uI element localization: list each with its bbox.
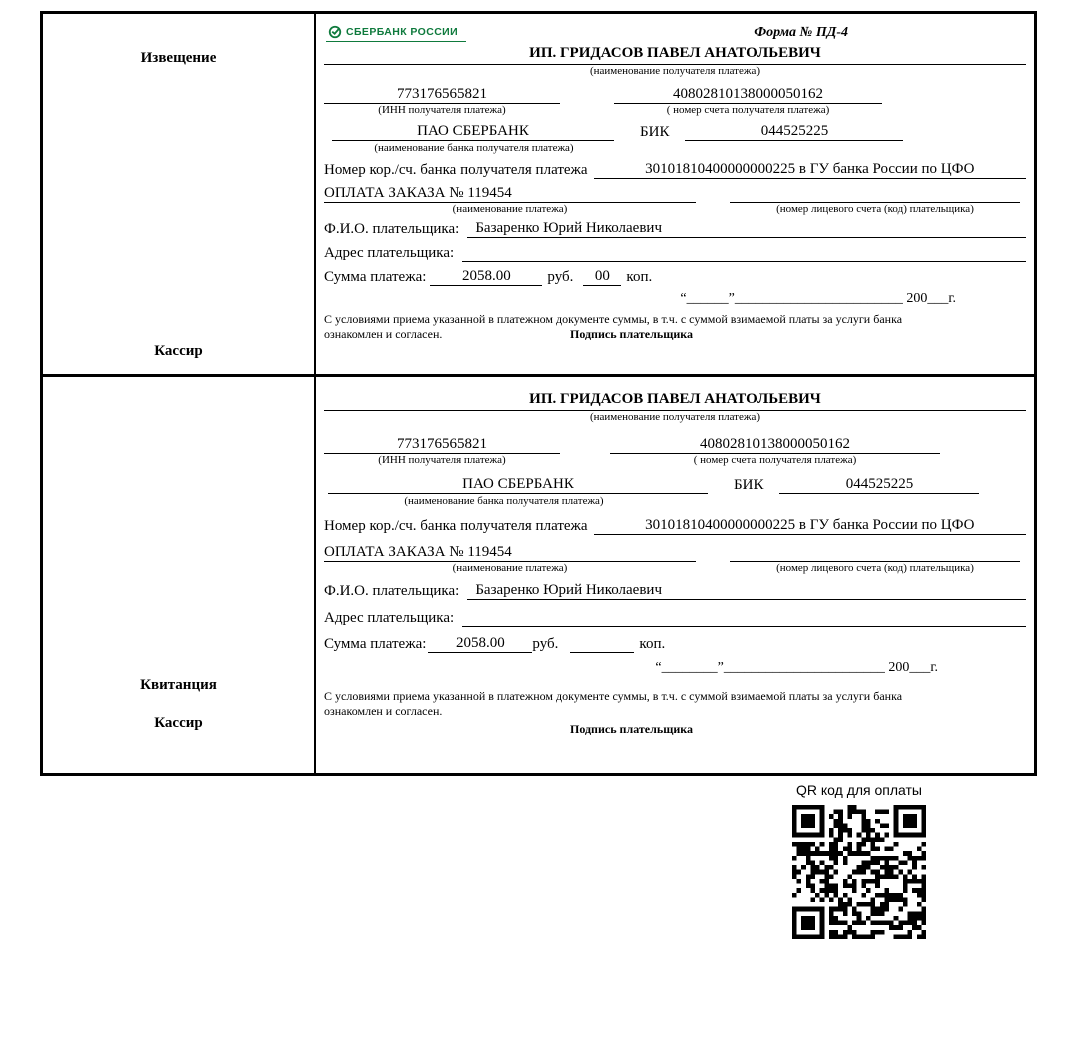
payer-name-value: Базаренко Юрий Николаевич bbox=[467, 582, 1026, 600]
purpose-caption: (наименование платежа) bbox=[452, 203, 568, 215]
agreement-text: С условиями приема указанной в платежном документе суммы, в т.ч. с суммой взимаемой платы за услуги банка ознакомлен и согласен. bbox=[324, 689, 903, 718]
payer-row bbox=[324, 220, 1026, 238]
account-value: 40802810138000050162 bbox=[610, 436, 940, 454]
qr-caption: QR код для оплаты bbox=[795, 782, 922, 798]
bank-row bbox=[324, 476, 1026, 494]
inn-value: 773176565821 bbox=[324, 86, 560, 104]
amount-value: 2058.00 bbox=[428, 635, 532, 653]
kop-unit: коп. bbox=[639, 636, 666, 652]
signature-label: Подпись плательщика bbox=[570, 722, 693, 736]
purpose-caption: (наименование платежа) bbox=[452, 562, 568, 574]
inn-value: 773176565821 bbox=[324, 436, 560, 454]
recipient-caption: (наименование получателя платежа) bbox=[589, 411, 761, 423]
recipient-caption: (наименование получателя платежа) bbox=[589, 65, 761, 77]
account-caption: ( номер счета получателя платежа) bbox=[693, 454, 857, 466]
receipt-left-column bbox=[43, 377, 316, 773]
payer-address-blank bbox=[462, 609, 1026, 627]
qr-code bbox=[792, 805, 926, 939]
personal-account-caption: (номер лицевого счета (код) плательщика) bbox=[776, 203, 974, 215]
purpose-captions bbox=[324, 562, 1026, 575]
bank-caption: (наименование банка получателя платежа) bbox=[404, 495, 604, 507]
payment-purpose: ОПЛАТА ЗАКАЗА № 119454 bbox=[324, 544, 696, 562]
amount-label: Сумма платежа: bbox=[324, 269, 427, 285]
inn-account-captions bbox=[324, 104, 1026, 117]
qr-code-image bbox=[792, 805, 926, 939]
corr-account-value: 30101810400000000225 в ГУ банка России по ЦФО bbox=[594, 161, 1026, 179]
sberbank-logo-text: СБЕРБАНК РОССИИ bbox=[346, 25, 459, 38]
receipt-section bbox=[43, 377, 1034, 773]
address-row bbox=[324, 609, 1026, 627]
payer-name-label: Ф.И.О. плательщика: bbox=[324, 583, 460, 599]
payer-address-label: Адрес плательщика: bbox=[324, 610, 455, 626]
payment-purpose: ОПЛАТА ЗАКАЗА № 119454 bbox=[324, 185, 696, 203]
inn-account-row bbox=[324, 436, 1026, 454]
bik-label: БИК bbox=[734, 477, 764, 493]
payer-name-label: Ф.И.О. плательщика: bbox=[324, 221, 460, 237]
form-number: Форма № ПД-4 bbox=[754, 25, 848, 40]
personal-account-blank bbox=[730, 185, 1020, 203]
purpose-row bbox=[324, 544, 1026, 562]
rub-unit: руб. bbox=[532, 636, 559, 652]
kop-unit: коп. bbox=[626, 269, 653, 285]
corr-account-row bbox=[324, 161, 1026, 179]
sberbank-logo-icon bbox=[328, 25, 342, 39]
signature-label: Подпись плательщика bbox=[570, 327, 693, 341]
receipt-cashier-label: Кассир bbox=[154, 715, 203, 731]
recipient-name: ИП. ГРИДАСОВ ПАВЕЛ АНАТОЛЬЕВИЧ bbox=[324, 391, 1026, 411]
date-line: “________”_______________________ 200___г. bbox=[655, 660, 938, 675]
amount-row bbox=[324, 635, 1026, 653]
receipt-form-body bbox=[316, 377, 1034, 773]
kopecks-blank bbox=[570, 636, 634, 653]
recipient-name: ИП. ГРИДАСОВ ПАВЕЛ АНАТОЛЬЕВИЧ bbox=[324, 45, 1026, 65]
purpose-captions bbox=[324, 203, 1026, 216]
date-line: “______”________________________ 200___г. bbox=[680, 291, 956, 306]
corr-account-row bbox=[324, 517, 1026, 535]
purpose-row bbox=[324, 185, 1026, 203]
sberbank-logo bbox=[326, 25, 466, 42]
payment-form-pd4 bbox=[40, 11, 1037, 776]
kopecks-value: 00 bbox=[583, 268, 621, 286]
personal-account-blank bbox=[730, 544, 1020, 562]
notice-form-body bbox=[316, 14, 1034, 374]
amount-row bbox=[324, 268, 1026, 286]
amount-label: Сумма платежа: bbox=[324, 636, 427, 652]
inn-caption: (ИНН получателя платежа) bbox=[378, 104, 506, 116]
account-value: 40802810138000050162 bbox=[614, 86, 882, 104]
bik-value: 044525225 bbox=[779, 476, 979, 494]
bank-caption: (наименование банка получателя платежа) bbox=[374, 142, 574, 154]
address-row bbox=[324, 244, 1026, 262]
notice-section bbox=[43, 14, 1034, 377]
bank-row bbox=[324, 123, 1026, 141]
notice-header-row bbox=[324, 21, 1026, 45]
rub-unit: руб. bbox=[547, 269, 574, 285]
payer-name-value: Базаренко Юрий Николаевич bbox=[467, 220, 1026, 238]
bank-name: ПАО СБЕРБАНК bbox=[332, 123, 614, 141]
inn-caption: (ИНН получателя платежа) bbox=[378, 454, 506, 466]
bik-label: БИК bbox=[640, 124, 670, 140]
amount-value: 2058.00 bbox=[430, 268, 542, 286]
inn-account-captions bbox=[324, 454, 1026, 467]
account-caption: ( номер счета получателя платежа) bbox=[666, 104, 830, 116]
payer-row bbox=[324, 582, 1026, 600]
personal-account-caption: (номер лицевого счета (код) плательщика) bbox=[776, 562, 974, 574]
inn-account-row bbox=[324, 86, 1026, 104]
corr-account-label: Номер кор./сч. банка получателя платежа bbox=[324, 162, 588, 178]
corr-account-label: Номер кор./сч. банка получателя платежа bbox=[324, 518, 588, 534]
corr-account-value: 30101810400000000225 в ГУ банка России по ЦФО bbox=[594, 517, 1026, 535]
payer-address-blank bbox=[462, 244, 1026, 262]
payer-address-label: Адрес плательщика: bbox=[324, 245, 455, 261]
qr-block bbox=[786, 782, 932, 943]
notice-cashier-label: Кассир bbox=[154, 343, 203, 359]
bank-name: ПАО СБЕРБАНК bbox=[328, 476, 708, 494]
notice-left-column bbox=[43, 14, 316, 374]
receipt-label: Квитанция bbox=[140, 677, 217, 693]
bik-value: 044525225 bbox=[685, 123, 903, 141]
agreement-text: С условиями приема указанной в платежном документе суммы, в т.ч. с суммой взимаемой платы за услуги банка ознакомлен и согласен. bbox=[324, 312, 903, 341]
notice-label: Извещение bbox=[140, 50, 217, 66]
